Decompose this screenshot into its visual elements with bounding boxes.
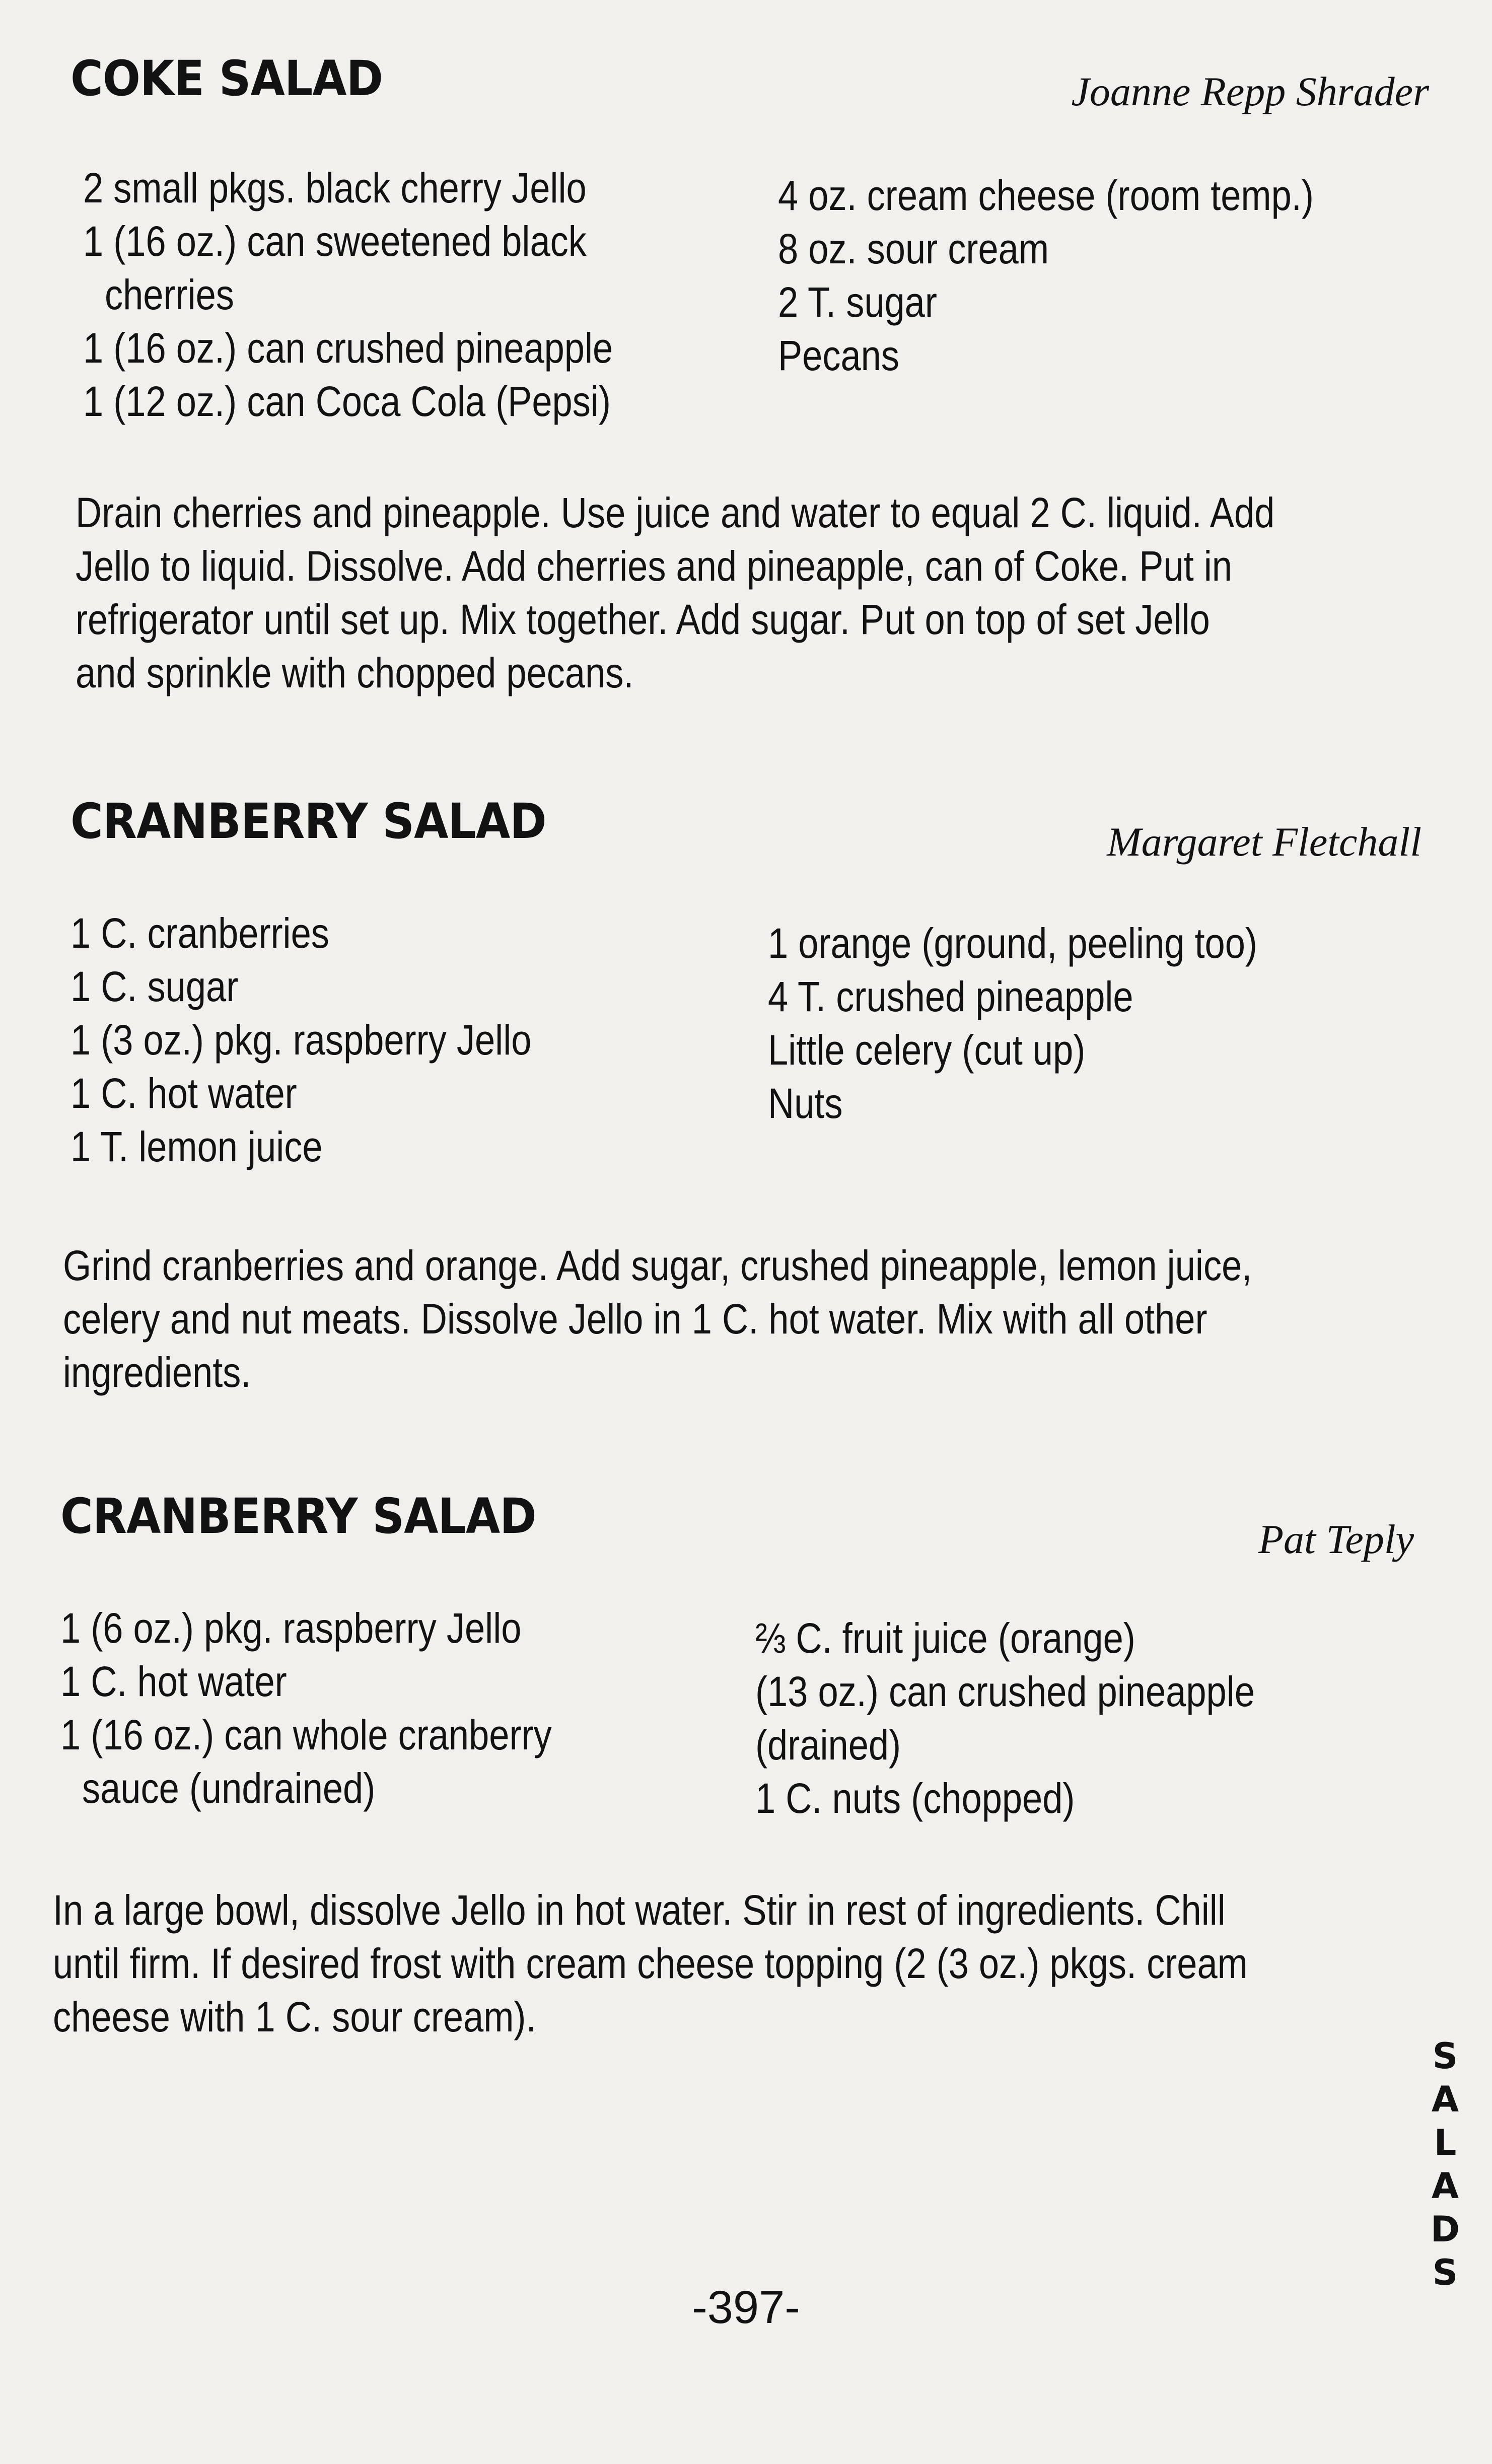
ingredient: 1 C. hot water (70, 1070, 297, 1117)
ingredient: 2 T. sugar (778, 278, 937, 326)
ingredients-right (778, 169, 1401, 382)
directions-line: Drain cherries and pineapple. Use juice and water to equal 2 C. liquid. Add (76, 489, 1275, 536)
section-tab-letter: A (1431, 2079, 1459, 2120)
ingredient: 4 oz. cream cheese (room temp.) (778, 172, 1314, 219)
ingredient: Little celery (cut up) (768, 1026, 1086, 1074)
recipe-author: Margaret Fletchall (1107, 819, 1422, 865)
directions-line: In a large bowl, dissolve Jello in hot water. Stir in rest of ingredients. Chill (53, 1886, 1226, 1934)
ingredient: ⅔ C. fruit juice (orange) (755, 1614, 1135, 1662)
ingredients-right (755, 1611, 1336, 1825)
ingredient: Nuts (768, 1080, 843, 1127)
ingredient: 1 (12 oz.) can Coca Cola (Pepsi) (83, 378, 611, 425)
ingredient: 1 C. nuts (chopped) (755, 1775, 1075, 1822)
recipe-directions (53, 1883, 1442, 2044)
section-tab-letter: S (1432, 2035, 1458, 2077)
section-tab-letter: A (1431, 2165, 1459, 2207)
ingredient: 1 (16 oz.) can crushed pineapple (83, 324, 613, 372)
ingredient: 8 oz. sour cream (778, 225, 1049, 272)
recipe-author: Joanne Repp Shrader (1071, 68, 1429, 114)
directions-line: cheese with 1 C. sour cream). (53, 1993, 536, 2040)
section-tab-salads (1425, 2034, 1465, 2294)
ingredient: 4 T. crushed pineapple (768, 973, 1133, 1020)
directions-line: Jello to liquid. Dissolve. Add cherries and pineapple, can of Coke. Put in (76, 542, 1232, 590)
section-tab-letter: D (1430, 2209, 1460, 2250)
ingredient: 1 (16 oz.) can whole cranberry (60, 1711, 552, 1758)
recipe-directions (76, 486, 1470, 699)
ingredient: 1 (3 oz.) pkg. raspberry Jello (70, 1016, 532, 1064)
ingredient: 2 small pkgs. black cherry Jello (83, 164, 587, 212)
ingredient: Pecans (778, 332, 899, 379)
ingredient: 1 T. lemon juice (70, 1123, 323, 1170)
ingredients-left (83, 161, 699, 428)
ingredients-right (768, 917, 1337, 1130)
ingredient: 1 C. hot water (60, 1658, 287, 1705)
ingredient: 1 (16 oz.) can sweetened black (83, 218, 587, 265)
ingredient: 1 orange (ground, peeling too) (768, 920, 1257, 967)
recipe-author: Pat Teply (1258, 1516, 1414, 1562)
ingredient: 1 C. cranberries (70, 909, 329, 957)
recipe-title: CRANBERRY SALAD (60, 1488, 536, 1544)
section-tab-letter: L (1434, 2122, 1457, 2163)
ingredient: (drained) (755, 1721, 901, 1769)
directions-line: Grind cranberries and orange. Add sugar, crushed pineapple, lemon juice, (63, 1242, 1252, 1289)
ingredient: sauce (undrained) (82, 1765, 376, 1812)
section-tab-letter: S (1432, 2252, 1458, 2293)
directions-line: celery and nut meats. Dissolve Jello in 1 C. hot water. Mix with all other (63, 1295, 1207, 1343)
ingredients-left (70, 906, 606, 1173)
ingredient: 1 C. sugar (70, 963, 239, 1010)
recipe-title: CRANBERRY SALAD (70, 793, 546, 850)
ingredient: cherries (105, 271, 234, 318)
recipe-title: COKE SALAD (70, 50, 383, 107)
directions-line: and sprinkle with chopped pecans. (76, 649, 634, 696)
directions-line: until firm. If desired frost with cream cheese topping (2 (3 oz.) pkgs. cream (53, 1940, 1248, 1987)
page-number: -397- (692, 2282, 800, 2333)
directions-line: ingredients. (63, 1349, 251, 1396)
recipe-directions (63, 1239, 1446, 1399)
ingredient: 1 (6 oz.) pkg. raspberry Jello (60, 1604, 522, 1652)
ingredient: (13 oz.) can crushed pineapple (755, 1668, 1255, 1715)
ingredients-left (60, 1601, 632, 1815)
directions-line: refrigerator until set up. Mix together. Add sugar. Put on top of set Jello (76, 596, 1210, 643)
